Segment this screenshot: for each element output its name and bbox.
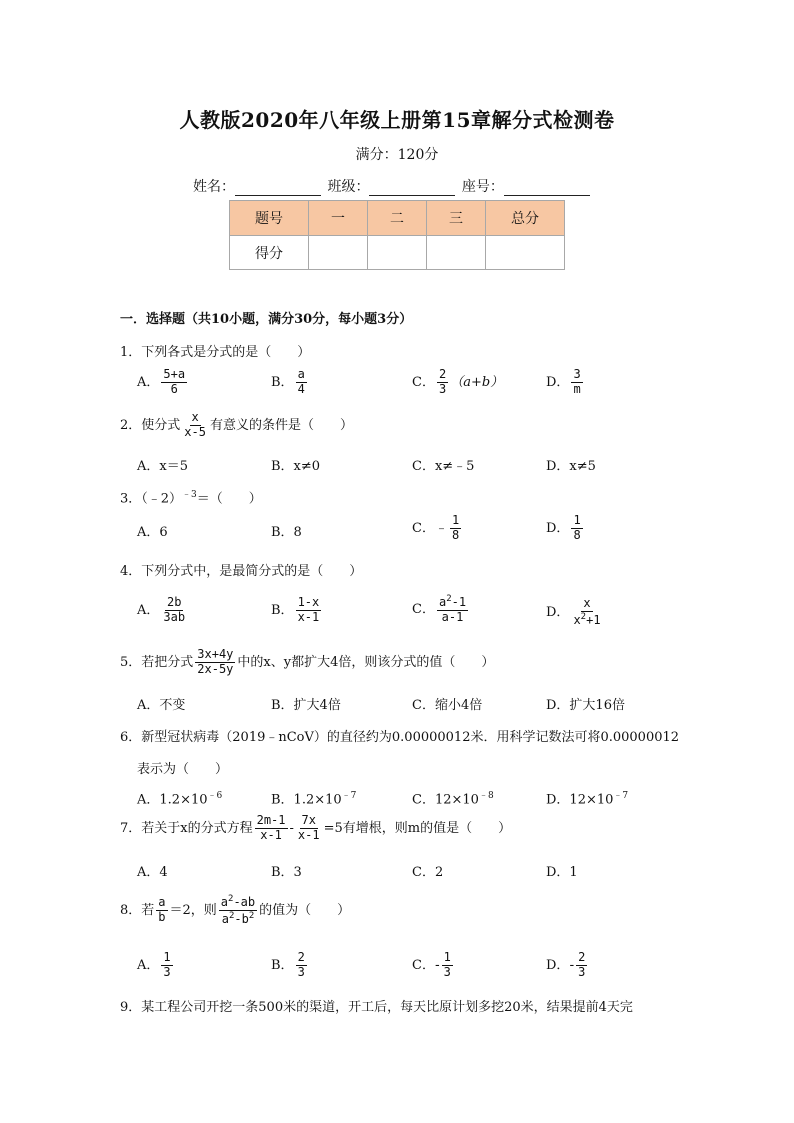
numerator: 7x [301,813,316,827]
option-label: A． [137,602,160,618]
q5-option-c[interactable]: C．缩小4倍 [412,698,483,713]
q3-option-b[interactable]: B．8 [271,525,302,540]
term: +1 [586,612,601,627]
numerator: x [191,410,199,424]
numerator: 3x+4y [197,647,234,661]
numerator: a [158,895,166,909]
fraction [195,648,235,677]
denominator: b [158,909,166,924]
fraction [161,951,172,980]
numerator: 2 [438,367,447,381]
base: x [573,612,581,627]
q1-option-c[interactable] [412,368,503,397]
score-table-header-cell: 三 [427,201,486,236]
denominator: 3 [163,964,171,979]
score-table-header-row [230,201,565,236]
stem-text: 中的x、y都扩大4倍，则该分式的值（ ） [237,654,495,670]
fraction [161,368,187,397]
term: -ab [233,895,256,909]
exponent: 2 [446,594,452,604]
option-label: A． [137,957,160,973]
option-text: D．12×10 [546,792,614,808]
fraction [571,514,582,543]
exponent: 2 [228,910,235,921]
denominator: 8 [451,527,460,542]
option-label: C． [412,957,435,973]
q3-option-d[interactable] [546,514,585,543]
fraction [576,951,587,980]
fraction [450,514,461,543]
numerator [437,594,468,611]
seat-label: 座号： [461,179,504,195]
question-5 [120,648,494,677]
q6-option-a[interactable] [137,788,222,807]
q1-option-a[interactable] [137,368,189,397]
stem-text: 8．若 [120,902,155,918]
denominator: 2x-5y [197,661,234,676]
q7-option-a[interactable]: A．4 [137,865,168,880]
q8-option-c[interactable] [412,951,455,980]
q6-option-d[interactable] [546,788,628,807]
option-label: D． [546,957,570,973]
score-table-header-cell: 二 [368,201,427,236]
fraction [219,894,257,927]
numerator: 5+a [163,367,186,381]
score-table-cell: 得分 [230,236,309,270]
q2-option-b[interactable]: B．x≠0 [271,459,321,474]
numerator: a [297,367,305,381]
score-table-cell[interactable] [427,236,486,270]
exponent: 2 [248,910,255,921]
question-7 [120,814,511,843]
name-blank[interactable] [235,181,321,196]
q8-option-a[interactable] [137,951,175,980]
fraction [296,596,322,625]
question-4: 4．下列分式中，是最简分式的是（ ） [120,564,363,579]
minus-sign: - [569,957,575,973]
exponent: ﹣8 [478,791,494,801]
option-text: B．1.2×10 [271,792,342,808]
q4-option-c[interactable] [412,594,470,625]
q1-option-b[interactable] [271,368,309,397]
minus-sign: ﹣ [434,520,448,536]
fraction [296,951,307,980]
q1-option-d[interactable] [546,368,585,397]
numerator: 2 [578,950,586,964]
fraction [437,368,448,397]
denominator: 3 [297,964,305,979]
q7-option-b[interactable]: B．3 [271,865,302,880]
denominator [571,612,602,628]
option-label: C． [412,520,435,536]
score-table-cell[interactable] [309,236,368,270]
q2-option-d[interactable]: D．x≠5 [546,459,596,474]
numerator: 1 [163,950,171,964]
numerator: 3 [573,367,581,381]
fraction [296,368,307,397]
stem-text: 有意义的条件是（ ） [209,417,353,433]
score-table-header-cell: 一 [309,201,368,236]
stem-text: 2．使分式 [120,417,181,433]
q3-option-a[interactable]: A．6 [137,525,168,540]
option-label: B． [271,374,294,390]
class-blank[interactable] [369,181,455,196]
q3-option-c[interactable] [412,514,463,543]
fraction [296,814,322,843]
seat-blank[interactable] [504,181,590,196]
fraction [571,597,602,628]
question-8 [120,894,350,927]
denominator: x-5 [184,424,206,439]
denominator: 8 [573,527,581,542]
denominator: x-1 [297,827,320,842]
fraction [156,896,167,925]
question-6-continued: 表示为（ ） [137,762,229,777]
stem-text: 3．（﹣2） [120,491,183,507]
option-text: C．12×10 [412,792,479,808]
score-table-header-cell: 总分 [486,201,565,236]
exponent: ﹣6 [207,791,223,801]
numerator: 1-x [297,595,320,609]
q8-option-d[interactable] [546,951,589,980]
stem-text: ＝（ ） [196,491,262,507]
fraction [161,596,187,625]
q6-option-b[interactable] [271,788,356,807]
q5-option-a[interactable]: A．不变 [137,698,186,713]
q8-option-b[interactable] [271,951,309,980]
q4-option-a[interactable] [137,596,189,625]
numerator: 2b [167,595,182,609]
fraction [442,951,453,980]
q2-option-c[interactable]: C．x≠﹣5 [412,459,475,474]
denominator: x-1 [260,827,282,842]
full-score: 满分：120分 [355,147,439,163]
exponent: 2 [580,611,587,622]
score-table-header-cell: 题号 [230,201,309,236]
term: -b [234,911,249,926]
operator: =5 [323,820,343,836]
q7-option-d[interactable]: D．1 [546,865,578,880]
q6-option-c[interactable] [412,788,494,807]
base: a [220,895,229,909]
q5-option-b[interactable]: B．扩大4倍 [271,698,341,713]
denominator: a-1 [441,609,464,624]
score-table-cell[interactable] [486,236,565,270]
q4-option-d[interactable] [546,597,605,628]
numerator: 1 [573,513,581,527]
stem-text: 5．若把分式 [120,654,194,670]
exponent: ﹣3 [182,490,197,500]
fraction [571,368,582,397]
stem-text: 7．若关于x的分式方程 [120,820,253,836]
term: -1 [451,595,467,609]
numerator: 1 [443,950,451,964]
minus-sign: - [434,957,440,973]
numerator: 2m-1 [256,813,286,827]
exponent: 2 [228,894,234,904]
name-label: 姓名： [193,179,235,195]
fraction [182,411,208,440]
section-heading: 一．选择题（共10小题，满分30分，每小题3分） [120,312,413,327]
exponent: ﹣7 [613,791,629,801]
option-text: A．1.2×10 [137,792,208,808]
denominator: 4 [297,381,305,396]
denominator: 6 [170,381,178,396]
option-label: B． [271,957,294,973]
q4-option-b[interactable] [271,596,323,625]
option-label: C． [412,374,435,390]
option-tail: （a+b） [450,374,504,390]
numerator: 2 [297,950,305,964]
numerator: 1 [451,513,460,527]
option-label: D． [546,520,570,536]
denominator: 3ab [163,609,186,624]
q7-option-c[interactable]: C．2 [412,865,444,880]
exponent: ﹣7 [341,791,357,801]
q5-option-d[interactable]: D．扩大16倍 [546,698,625,713]
fraction [437,594,468,625]
q2-option-a[interactable]: A．x＝5 [137,459,188,474]
question-6: 6．新型冠状病毒（2019﹣nCoV）的直径约为0.00000012米．用科学记数法可将0.00000012 [120,730,680,745]
option-label: C． [412,601,435,617]
score-table-row [230,236,565,270]
denominator: m [573,381,581,396]
numerator: x [583,596,591,610]
score-table-cell[interactable] [368,236,427,270]
question-9: 9．某工程公司开挖一条500米的渠道，开工后，每天比原计划多挖20米，结果提前4天完 [120,1000,633,1015]
denominator: x-1 [297,609,320,624]
base: a [438,595,447,609]
student-info-line [193,176,592,196]
question-1: 1．下列各式是分式的是（ ） [120,345,311,360]
stem-text: 有增根，则m的值是（ ） [342,820,512,836]
denominator: 3 [438,381,447,396]
base: a [221,911,229,926]
operator: - [289,820,294,836]
question-3 [120,487,262,506]
stem-text: ＝2，则 [169,902,217,918]
fraction [255,814,288,843]
denominator: 3 [443,964,451,979]
denominator [220,911,257,927]
option-label: D． [546,374,570,390]
page-title: 人教版2020年八年级上册第15章解分式检测卷 [179,108,615,132]
class-label: 班级： [327,179,370,195]
option-label: B． [271,602,294,618]
option-label: D． [546,604,570,620]
stem-text: 的值为（ ） [259,902,351,918]
question-2 [120,411,353,440]
numerator [219,894,257,911]
option-label: A． [137,374,160,390]
denominator: 3 [578,964,586,979]
score-table [229,200,565,270]
